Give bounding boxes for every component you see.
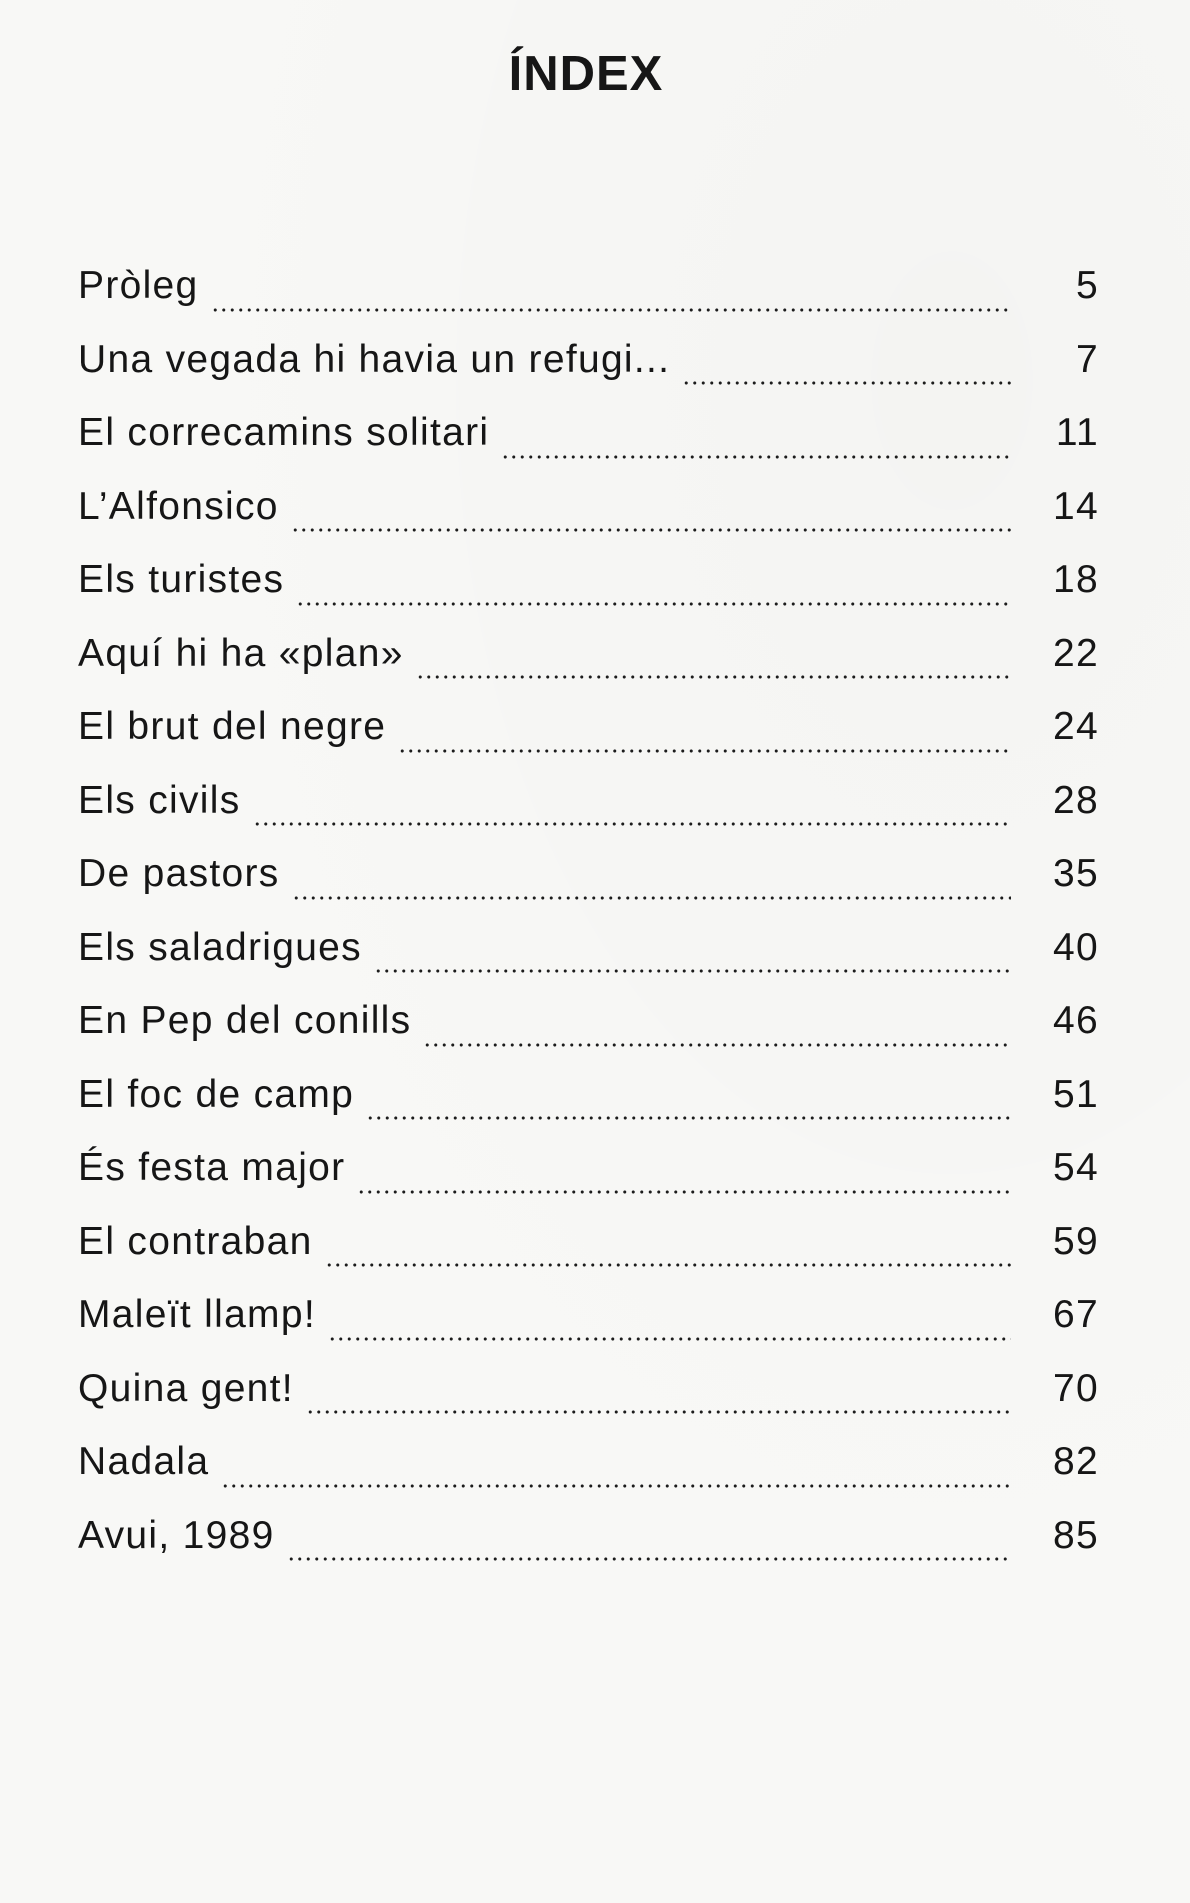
page-title: ÍNDEX: [508, 47, 664, 101]
toc-entry-page-number: 70: [1053, 1366, 1099, 1410]
toc-entry-page-number: 54: [1053, 1146, 1099, 1189]
toc-entry-title: L’Alfonsico: [78, 484, 279, 528]
toc-entry: [78, 1220, 1099, 1294]
toc-entry-page-number: 22: [1053, 631, 1099, 675]
toc-entry-page-number: 11: [1055, 411, 1099, 454]
toc-entry-title: El brut del negre: [78, 705, 387, 748]
toc-entry: [78, 1514, 1099, 1588]
toc-entry-title: Els civils: [78, 778, 241, 822]
toc-entry-title: En Pep del conills: [78, 999, 412, 1042]
dot-leader: [287, 1557, 1011, 1561]
toc-entry-page-number: 46: [1053, 999, 1099, 1042]
toc-entry: [78, 411, 1099, 485]
toc-entry-title: Maleït llamp!: [78, 1293, 316, 1336]
toc-entry-title: Els turistes: [78, 558, 285, 601]
toc-entry-page-number: 14: [1053, 484, 1099, 528]
toc-entry-title: El correcamins solitari: [78, 411, 490, 454]
toc-entry-page-number: 24: [1053, 705, 1099, 748]
toc-entry: [78, 338, 1099, 412]
dot-leader: [292, 896, 1011, 900]
toc-entry-title: Pròleg: [78, 264, 199, 307]
toc-entry: [78, 264, 1099, 338]
dot-leader: [423, 1043, 1011, 1047]
toc-entry-title: Una vegada hi havia un refugi...: [78, 337, 671, 381]
toc-entry-page-number: 35: [1053, 852, 1099, 895]
toc-entry: [78, 1293, 1099, 1367]
toc-entry-page-number: 51: [1053, 1072, 1099, 1116]
dot-leader: [501, 455, 1011, 459]
dot-leader: [325, 1263, 1011, 1267]
dot-leader: [253, 822, 1011, 826]
toc-entry-page-number: 82: [1053, 1440, 1099, 1483]
dot-leader: [398, 749, 1011, 753]
toc-entry-page-number: 5: [1076, 264, 1099, 307]
dot-leader: [682, 381, 1011, 385]
toc-entry-page-number: 40: [1053, 925, 1099, 969]
dot-leader: [291, 528, 1011, 532]
toc-entry-page-number: 18: [1053, 558, 1099, 601]
toc-entry-title: El foc de camp: [78, 1072, 355, 1116]
toc-entry: [78, 632, 1099, 706]
toc-entry: [78, 1440, 1099, 1514]
toc-entry: [78, 852, 1099, 926]
toc-entry: [78, 999, 1099, 1073]
toc-entry-page-number: 67: [1053, 1293, 1099, 1336]
dot-leader: [221, 1484, 1011, 1488]
dot-leader: [357, 1190, 1011, 1194]
toc-entry-title: Els saladrigues: [78, 925, 362, 969]
toc-entry: [78, 1146, 1099, 1220]
toc-entry-title: Avui, 1989: [78, 1513, 275, 1557]
toc-entry-title: Aquí hi ha «plan»: [78, 631, 404, 675]
dot-leader: [328, 1337, 1011, 1341]
toc-entry: [78, 1367, 1099, 1441]
toc-entry-title: Quina gent!: [78, 1366, 294, 1410]
toc-entry-title: És festa major: [78, 1146, 346, 1189]
toc-entry: [78, 485, 1099, 559]
toc-entry-title: Nadala: [78, 1440, 210, 1483]
toc-entry-title: El contraban: [78, 1219, 313, 1263]
dot-leader: [416, 675, 1011, 679]
toc-entry: [78, 705, 1099, 779]
dot-leader: [366, 1116, 1011, 1120]
toc-entry: [78, 558, 1099, 632]
toc-entry: [78, 779, 1099, 853]
toc-entry-page-number: 85: [1053, 1513, 1099, 1557]
dot-leader: [296, 602, 1011, 606]
dot-leader: [306, 1410, 1011, 1414]
toc-entry-page-number: 59: [1053, 1219, 1099, 1263]
toc-entry-page-number: 7: [1076, 337, 1099, 381]
dot-leader: [374, 969, 1011, 973]
toc-entry-title: De pastors: [78, 852, 280, 895]
dot-leader: [211, 308, 1011, 312]
toc-entry: [78, 1073, 1099, 1147]
toc-entry-page-number: 28: [1053, 778, 1099, 822]
toc-entry: [78, 926, 1099, 1000]
table-of-contents: [78, 264, 1099, 1587]
